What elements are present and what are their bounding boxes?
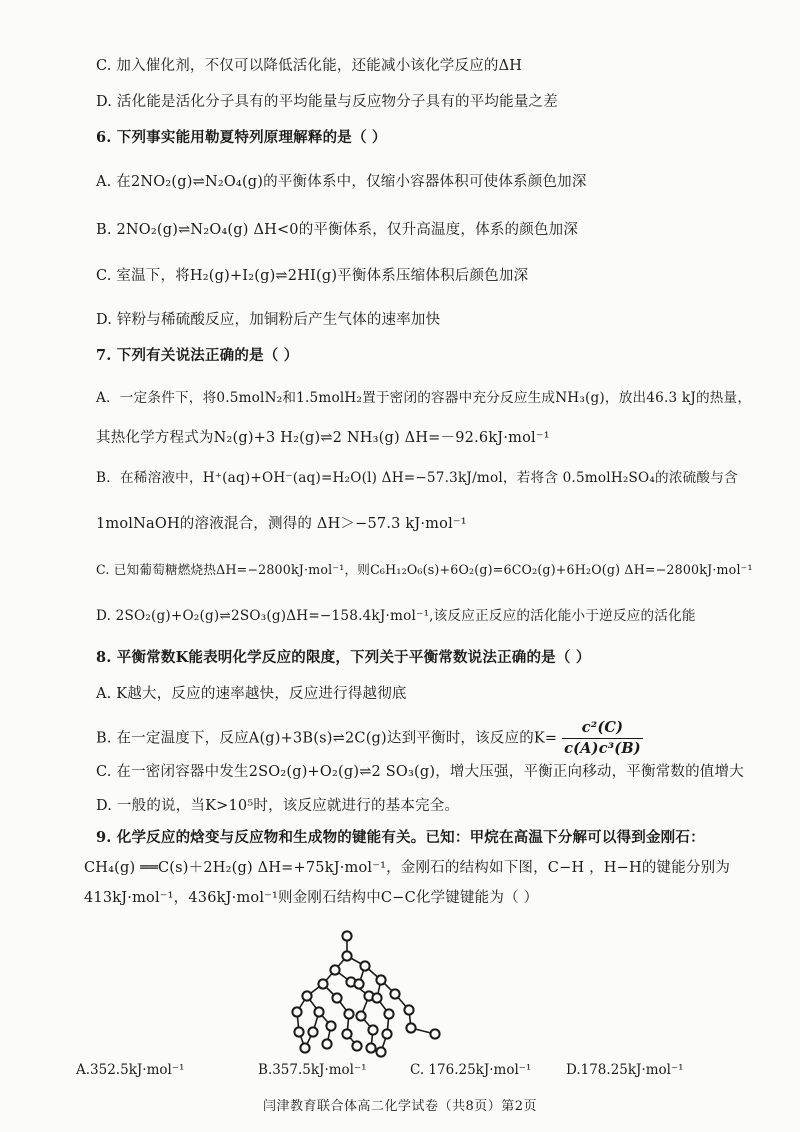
page-footer: 闫津教育联合体高二化学试卷（共8页）第2页 xyxy=(262,1099,538,1114)
q6-option-a: A. 在2NO₂(g)⇌N₂O₄(g)的平衡体系中，仅缩小容器体积可使体系颜色加深 xyxy=(96,174,587,190)
q6-option-c: C. 室温下，将H₂(g)+I₂(g)⇌2HI(g)平衡体系压缩体积后颜色加深 xyxy=(96,268,529,284)
q9-line3: 413kJ·mol⁻¹，436kJ·mol⁻¹则金刚石结构中C−C化学键键能为（ ） xyxy=(84,890,539,906)
fraction-numerator: c²(C) xyxy=(562,718,643,739)
q7-option-c: C. 已知葡萄糖燃烧热ΔH=−2800kJ·mol⁻¹，则C₆H₁₂O₆(s)+6O₂(g)=6CO₂(g)+6H₂O(g) ΔH=−2800kJ·mol⁻¹ xyxy=(96,562,753,577)
q9-option-b: B.357.5kJ·mol⁻¹ xyxy=(258,1062,367,1078)
q8-option-d: D. 一般的说，当K>10⁵时，该反应就进行的基本完全。 xyxy=(96,798,460,814)
q5-option-d: D. 活化能是活化分子具有的平均能量与反应物分子具有的平均能量之差 xyxy=(96,94,558,110)
q7-option-d: D. 2SO₂(g)+O₂(g)⇌2SO₃(g)ΔH=−158.4kJ·mol⁻¹,该反应正反应的活化能小于逆反应的活化能 xyxy=(96,608,696,624)
q9-option-c: C. 176.25kJ·mol⁻¹ xyxy=(410,1062,532,1078)
q7-option-b-line1: B．在稀溶液中，H⁺(aq)+OH⁻(aq)=H₂O(l) ΔH=−57.3kJ/mol，若将含 0.5molH₂SO₄的浓硫酸与含 xyxy=(96,470,738,486)
q7-option-b-line2: 1molNaOH的溶液混合，测得的 ΔH＞−57.3 kJ·mol⁻¹ xyxy=(96,516,467,532)
q8-option-b-text: B. 在一定温度下，反应A(g)+3B(s)⇌2C(g)达到平衡时，该反应的K= xyxy=(96,730,558,747)
q8-stem: 8. 平衡常数K能表明化学反应的限度，下列关于平衡常数说法正确的是（ ） xyxy=(96,649,591,666)
q6-option-b: B. 2NO₂(g)⇌N₂O₄(g) ΔH<0的平衡体系，仅升高温度，体系的颜色加深 xyxy=(96,222,579,238)
q7-stem: 7. 下列有关说法正确的是（ ） xyxy=(96,347,299,364)
q5-option-c: C. 加入催化剂，不仅可以降低活化能，还能减小该化学反应的ΔH xyxy=(96,58,523,74)
equilibrium-constant-fraction xyxy=(562,718,643,759)
q6-stem: 6. 下列事实能用勒夏特列原理解释的是（ ） xyxy=(96,129,387,146)
diamond-structure-figure xyxy=(285,922,445,1062)
fraction-denominator: c(A)c³(B) xyxy=(564,740,641,757)
q9-stem: 9. 化学反应的焓变与反应物和生成物的键能有关。已知：甲烷在高温下分解可以得到金刚石： xyxy=(96,829,705,846)
q9-option-d: D.178.25kJ·mol⁻¹ xyxy=(566,1062,684,1078)
q8-option-a: A. K越大，反应的速率越快，反应进行得越彻底 xyxy=(96,686,407,702)
q8-option-c: C. 在一密闭容器中发生2SO₂(g)+O₂(g)⇌2 SO₃(g)，增大压强，平衡正向移动，平衡常数的值增大 xyxy=(96,764,744,780)
q9-option-a: A.352.5kJ·mol⁻¹ xyxy=(76,1062,185,1078)
q6-option-d: D. 锌粉与稀硫酸反应，加铜粉后产生气体的速率加快 xyxy=(96,312,441,328)
q7-option-a-line1: A．一定条件下，将0.5molN₂和1.5molH₂置于密闭的容器中充分反应生成NH₃(g)，放出46.3 kJ的热量， xyxy=(96,390,752,406)
q7-option-a-line2: 其热化学方程式为N₂(g)+3 H₂(g)⇌2 NH₃(g) ΔH=－92.6kJ·mol⁻¹ xyxy=(96,430,550,446)
q8-option-b xyxy=(96,718,643,759)
q9-line2: CH₄(g) ══C(s)＋2H₂(g) ΔH=+75kJ·mol⁻¹，金刚石的结构如下图，C−H ，H−H的键能分别为 xyxy=(84,860,731,876)
